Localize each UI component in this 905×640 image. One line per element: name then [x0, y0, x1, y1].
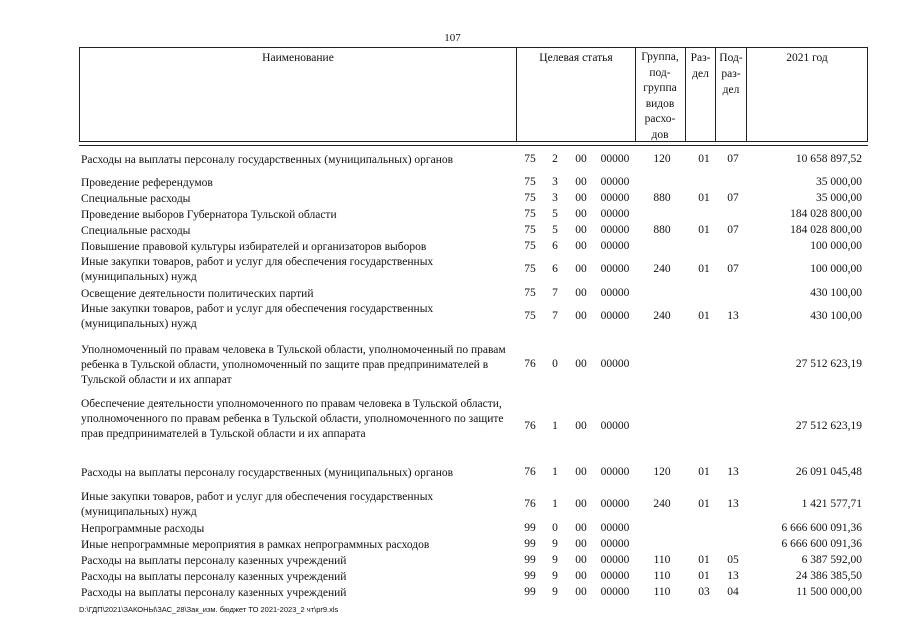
header-divider	[635, 47, 636, 142]
row-amount: 6 666 600 091,36	[781, 538, 862, 550]
row-c3: 00	[575, 287, 587, 299]
row-c3: 00	[575, 538, 587, 550]
row-c1: 75	[524, 240, 536, 252]
row-c1: 76	[524, 498, 536, 510]
row-name: Иные закупки товаров, работ и услуг для обеспечения государственных (муниципальных) нужд	[81, 256, 434, 283]
row-name: Расходы на выплаты персоналу государственных (муниципальных) органов	[81, 467, 454, 479]
row-name: Специальные расходы	[81, 225, 191, 237]
row-c3: 00	[575, 224, 587, 236]
header-group: Группа, под- группа видов расхо- дов	[641, 51, 679, 141]
row-c4: 00000	[600, 153, 630, 165]
row-c1: 75	[524, 208, 536, 220]
header-subsection: Под- раз- дел	[719, 52, 743, 96]
row-rz: 01	[698, 153, 710, 165]
row-c4: 00000	[600, 176, 630, 188]
row-amount: 6 387 592,00	[801, 554, 862, 566]
row-amount: 100 000,00	[810, 263, 862, 275]
row-amount: 100 000,00	[810, 240, 862, 252]
row-c3: 00	[575, 310, 587, 322]
row-name: Иные закупки товаров, работ и услуг для обеспечения государственных (муниципальных) нужд	[81, 303, 434, 330]
row-c2: 9	[552, 570, 558, 582]
row-amount: 184 028 800,00	[790, 224, 862, 236]
row-name: Уполномоченный по правам человека в Тульской области, уполномоченный по правам ребенка в Тульской области, уполномоченный по защите прав предпринимателей в Тульской области и их аппарат	[81, 344, 506, 386]
row-pr: 13	[727, 498, 739, 510]
row-c3: 00	[575, 554, 587, 566]
row-name: Расходы на выплаты персоналу казенных учреждений	[81, 555, 347, 567]
row-c2: 0	[552, 522, 558, 534]
row-c2: 9	[552, 554, 558, 566]
row-c1: 75	[524, 153, 536, 165]
row-c3: 00	[575, 192, 587, 204]
row-pr: 13	[727, 570, 739, 582]
row-amount: 430 100,00	[810, 310, 862, 322]
row-rz: 01	[698, 570, 710, 582]
row-c3: 00	[575, 208, 587, 220]
row-amount: 26 091 045,48	[795, 466, 862, 478]
row-c3: 00	[575, 570, 587, 582]
row-c1: 99	[524, 522, 536, 534]
row-c2: 2	[552, 153, 558, 165]
row-name: Расходы на выплаты персоналу казенных учреждений	[81, 587, 347, 599]
row-c4: 00000	[600, 224, 630, 236]
row-c1: 76	[524, 420, 536, 432]
row-c4: 00000	[600, 240, 630, 252]
row-rz: 01	[698, 498, 710, 510]
row-grp: 110	[653, 570, 671, 582]
row-c2: 7	[552, 310, 558, 322]
row-pr: 13	[727, 466, 739, 478]
row-pr: 07	[727, 224, 739, 236]
row-rz: 03	[698, 586, 710, 598]
row-c3: 00	[575, 498, 587, 510]
row-rz: 01	[698, 192, 710, 204]
row-c4: 00000	[600, 358, 630, 370]
row-c2: 9	[552, 538, 558, 550]
row-amount: 35 000,00	[816, 176, 862, 188]
row-rz: 01	[698, 554, 710, 566]
file-path-footer: D:\ГДП\2021\ЗАКОНЫ\ЗАС_28\Зак_изм. бюджет ТО 2021-2023_2 чт\pr9.xls	[79, 605, 339, 614]
row-amount: 24 386 385,50	[795, 570, 862, 582]
row-grp: 110	[653, 554, 671, 566]
row-c2: 5	[552, 208, 558, 220]
row-amount: 184 028 800,00	[790, 208, 862, 220]
row-name: Расходы на выплаты персоналу государственных (муниципальных) органов	[81, 154, 454, 166]
row-c2: 1	[552, 498, 558, 510]
row-c2: 0	[552, 358, 558, 370]
row-name: Повышение правовой культуры избирателей и организаторов выборов	[81, 241, 427, 253]
row-c1: 99	[524, 570, 536, 582]
row-name: Освещение деятельности политических партий	[81, 288, 314, 300]
row-c4: 00000	[600, 522, 630, 534]
row-amount: 10 658 897,52	[795, 153, 862, 165]
row-c4: 00000	[600, 538, 630, 550]
row-rz: 01	[698, 263, 710, 275]
row-c3: 00	[575, 240, 587, 252]
row-c2: 5	[552, 224, 558, 236]
row-amount: 1 421 577,71	[801, 498, 862, 510]
row-amount: 6 666 600 091,36	[781, 522, 862, 534]
row-c4: 00000	[600, 208, 630, 220]
row-c4: 00000	[600, 570, 630, 582]
row-c3: 00	[575, 358, 587, 370]
header-name: Наименование	[262, 52, 334, 64]
row-name: Расходы на выплаты персоналу казенных учреждений	[81, 571, 347, 583]
row-grp: 110	[653, 586, 671, 598]
row-grp: 240	[653, 263, 671, 275]
row-name: Иные закупки товаров, работ и услуг для обеспечения государственных (муниципальных) нужд	[81, 491, 434, 518]
page-number: 107	[444, 32, 461, 44]
row-amount: 27 512 623,19	[795, 420, 862, 432]
row-pr: 05	[727, 554, 739, 566]
row-c4: 00000	[600, 310, 630, 322]
row-pr: 07	[727, 192, 739, 204]
row-c3: 00	[575, 420, 587, 432]
row-c1: 75	[524, 310, 536, 322]
row-rz: 01	[698, 310, 710, 322]
row-c1: 75	[524, 176, 536, 188]
row-name: Обеспечение деятельности уполномоченного по правам человека в Тульской области, уполномоченного по правам ребенка в Тульской области, уполномоченного по защите прав предпринимателей в Тульской области и их аппарата	[81, 398, 504, 440]
row-c3: 00	[575, 522, 587, 534]
row-c2: 6	[552, 263, 558, 275]
row-c3: 00	[575, 176, 587, 188]
row-c4: 00000	[600, 192, 630, 204]
row-c2: 3	[552, 176, 558, 188]
row-name: Проведение референдумов	[81, 177, 213, 189]
row-grp: 880	[653, 224, 671, 236]
header-section: Раз- дел	[690, 52, 711, 80]
row-grp: 120	[653, 466, 671, 478]
row-c4: 00000	[600, 498, 630, 510]
row-c2: 3	[552, 192, 558, 204]
header-year: 2021 год	[786, 52, 828, 64]
row-amount: 27 512 623,19	[795, 358, 862, 370]
row-amount: 430 100,00	[810, 287, 862, 299]
row-pr: 07	[727, 263, 739, 275]
row-c1: 75	[524, 192, 536, 204]
row-c1: 99	[524, 554, 536, 566]
row-c1: 99	[524, 538, 536, 550]
header-bottom-rule	[79, 145, 868, 146]
row-grp: 240	[653, 498, 671, 510]
row-c1: 99	[524, 586, 536, 598]
row-c1: 76	[524, 466, 536, 478]
row-c2: 9	[552, 586, 558, 598]
row-pr: 13	[727, 310, 739, 322]
header-target: Целевая статья	[539, 52, 613, 64]
row-pr: 07	[727, 153, 739, 165]
row-c4: 00000	[600, 263, 630, 275]
row-c2: 1	[552, 466, 558, 478]
row-amount: 11 500 000,00	[796, 586, 862, 598]
row-c2: 7	[552, 287, 558, 299]
row-c4: 00000	[600, 420, 630, 432]
row-c1: 75	[524, 263, 536, 275]
row-name: Иные непрограммные мероприятия в рамках непрограммных расходов	[81, 539, 430, 551]
row-c4: 00000	[600, 554, 630, 566]
row-c4: 00000	[600, 586, 630, 598]
row-c4: 00000	[600, 466, 630, 478]
row-c1: 75	[524, 224, 536, 236]
row-c3: 00	[575, 263, 587, 275]
row-c1: 76	[524, 358, 536, 370]
row-name: Специальные расходы	[81, 193, 191, 205]
row-c2: 6	[552, 240, 558, 252]
row-c1: 75	[524, 287, 536, 299]
row-rz: 01	[698, 224, 710, 236]
row-name: Непрограммные расходы	[81, 523, 205, 535]
row-c3: 00	[575, 153, 587, 165]
row-grp: 880	[653, 192, 671, 204]
row-name: Проведение выборов Губернатора Тульской области	[81, 209, 337, 221]
row-grp: 120	[653, 153, 671, 165]
row-c2: 1	[552, 420, 558, 432]
row-pr: 04	[727, 586, 739, 598]
row-c4: 00000	[600, 287, 630, 299]
row-c3: 00	[575, 466, 587, 478]
row-c3: 00	[575, 586, 587, 598]
row-amount: 35 000,00	[816, 192, 862, 204]
row-grp: 240	[653, 310, 671, 322]
row-rz: 01	[698, 466, 710, 478]
